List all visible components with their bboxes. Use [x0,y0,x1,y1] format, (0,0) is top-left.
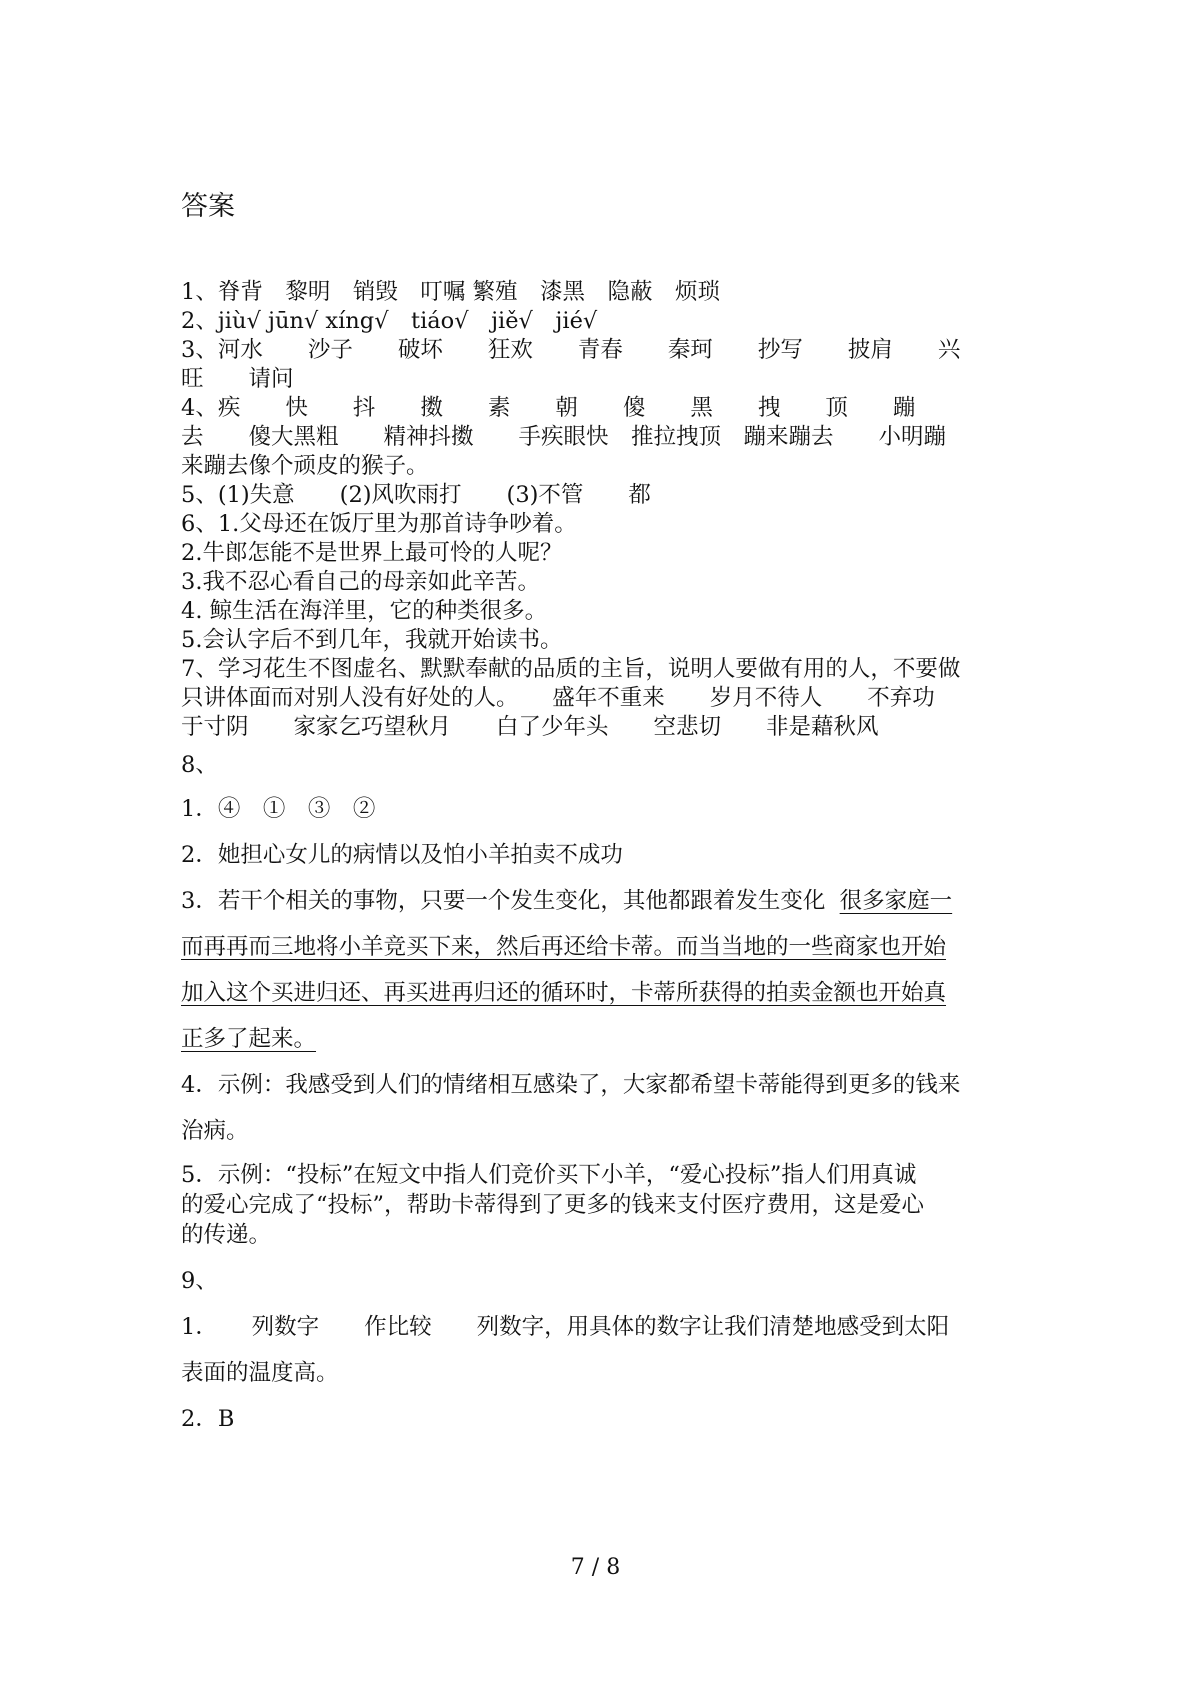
answer-8-3-cont3: 正多了起来。 [181,1026,317,1052]
answer-line-6-1: 6、1.父母还在饭厅里为那首诗争吵着。 [181,511,577,537]
answer-8-5: 5．示例：“投标”在短文中指人们竞价买下小羊，“爱心投标”指人们用真诚 [181,1162,917,1188]
answer-8-5-cont: 的爱心完成了“投标”，帮助卡蒂得到了更多的钱来支付医疗费用，这是爱心 [181,1192,925,1218]
answer-line-2: 2、jiù√ jūn√ xíng√ tiáo√ jiě√ jié√ [181,308,598,334]
answer-heading-9: 9、 [181,1268,218,1294]
answer-8-3-underlined: 很多家庭一 [839,888,953,914]
answer-line-3: 3、河水 沙子 破坏 狂欢 青春 秦珂 抄写 披肩 兴 [181,337,961,363]
answer-line-4-cont2: 来蹦去像个顽皮的猴子。 [181,453,429,479]
answer-8-3-text: 3．若干个相关的事物，只要一个发生变化，其他都跟着发生变化 [181,888,826,914]
answer-line-5: 5、(1)失意 (2)风吹雨打 (3)不管 都 [181,482,651,508]
answer-line-1: 1、脊背 黎明 销毁 叮嘱 繁殖 漆黑 隐蔽 烦琐 [181,279,720,305]
answer-8-4-cont: 治病。 [181,1118,249,1144]
answer-line-7: 7、学习花生不图虚名、默默奉献的品质的主旨，说明人要做有用的人，不要做 [181,656,961,682]
answer-heading-8: 8、 [181,752,218,778]
answer-line-3-cont: 旺 请问 [181,366,294,392]
answer-8-3-cont2: 加入这个买进归还、再买进再归还的循环时，卡蒂所获得的拍卖金额也开始真 [181,980,947,1006]
answer-9-1: 1． 列数字 作比较 列数字，用具体的数字让我们清楚地感受到太阳 [181,1314,950,1340]
answer-8-4: 4．示例：我感受到人们的情绪相互感染了，大家都希望卡蒂能得到更多的钱来 [181,1072,961,1098]
answer-line-6-3: 3.我不忍心看自己的母亲如此辛苦。 [181,569,540,595]
page-number: 7 / 8 [570,1555,621,1580]
answer-8-1: 1．④ ① ③ ② [181,796,376,822]
answer-9-2: 2．B [181,1406,235,1432]
answer-8-3 [181,886,952,916]
answer-line-7-cont: 只讲体面而对别人没有好处的人。 盛年不重来 岁月不待人 不弃功 [181,685,935,711]
answer-9-1-cont: 表面的温度高。 [181,1360,339,1386]
answer-8-3-cont: 而再再而三地将小羊竞买下来，然后再还给卡蒂。而当当地的一些商家也开始 [181,934,947,960]
answer-line-4: 4、疾 快 抖 擞 素 朝 傻 黑 拽 顶 蹦 [181,395,916,421]
answer-line-4-cont: 去 傻大黑粗 精神抖擞 手疾眼快 推拉拽顶 蹦来蹦去 小明蹦 [181,424,947,450]
answer-line-6-4: 4. 鲸生活在海洋里，它的种类很多。 [181,598,548,624]
answer-line-7-cont2: 于寸阴 家家乞巧望秋月 白了少年头 空悲切 非是藉秋风 [181,714,879,740]
page-title: 答案 [181,191,235,222]
answer-line-6-5: 5.会认字后不到几年，我就开始读书。 [181,627,563,653]
answer-8-3-spacer [825,888,839,914]
answer-line-6-2: 2.牛郎怎能不是世界上最可怜的人呢？ [181,540,563,566]
answer-8-5-cont2: 的传递。 [181,1222,272,1248]
answer-8-2: 2．她担心女儿的病情以及怕小羊拍卖不成功 [181,842,623,868]
